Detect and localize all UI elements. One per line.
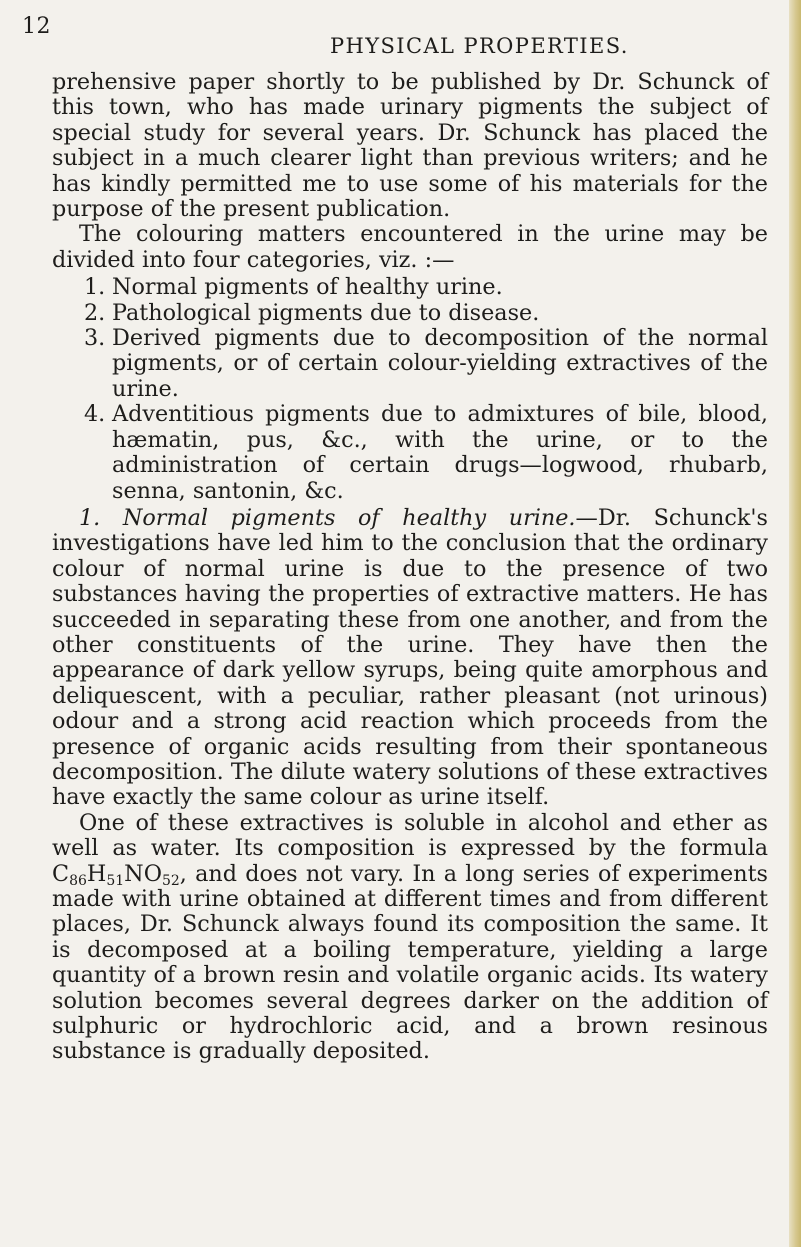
- list-item-number: 4.: [84, 401, 106, 428]
- body-text: [52, 70, 768, 1065]
- paragraph-categories-intro: The colouring matters encountered in the urine may be divided into four categories, viz. :—: [52, 221, 768, 273]
- paragraph-extractive-part1: One of these extractives is soluble in alcohol and ether as well as water. Its composition is expressed by the formula: [52, 809, 768, 862]
- list-item-text: Normal pigments of healthy urine.: [112, 274, 503, 301]
- list-item: [52, 301, 768, 326]
- running-title: PHYSICAL PROPERTIES.: [330, 34, 629, 58]
- category-list: [52, 275, 768, 504]
- list-item-number: 2.: [84, 299, 106, 326]
- paragraph-normal-pigments: [52, 506, 768, 811]
- formula-carbon: C: [52, 860, 70, 887]
- formula-oxygen: O: [143, 860, 162, 887]
- list-item: [52, 326, 768, 402]
- formula-carbon-count: 86: [69, 872, 87, 889]
- paragraph-extractive: [52, 811, 768, 1065]
- chemical-formula: [52, 861, 180, 887]
- formula-hydrogen-count: 51: [106, 872, 125, 889]
- page-number: 12: [22, 14, 51, 39]
- paragraph-normal-pigments-body: —Dr. Schunck's investigations have led him to the conclusion that the ordinary colour of normal urine is due to the presence of two substances having the properties of extractive matters. He has succeeded in separating these from one another, and from the other constituents of the urine. They have then the appearance of dark yellow syrups, being quite amorphous and deliquescent, with a peculiar, rather pleasant (not urinous) odour and a strong acid reaction which proceeds from the presence of organic acids resulting from their spontaneous decomposition. The dilute watery solutions of these extractives have exactly the same colour as urine itself.: [52, 504, 768, 811]
- list-item-text: Derived pigments due to decomposition of the normal pigments, or of certain colour-yielding extractives of the urine.: [112, 325, 768, 402]
- list-item: [52, 402, 768, 504]
- list-item-number: 1.: [84, 274, 106, 301]
- list-item-text: Adventitious pigments due to admixtures of bile, blood, hæmatin, pus, &c., with the urine, or to the administration of certain drugs—logwood, rhubarb, senna, santonin, &c.: [112, 401, 768, 504]
- paragraph-extractive-part2: , and does not vary. In a long series of experiments made with urine obtained at different times and from different places, Dr. Schunck always found its composition the same. It is decomposed at a boiling temperature, yielding a large quantity of a brown resin and volatile organic acids. Its watery solution becomes several degrees darker on the addition of sulphuric or hydrochloric acid, and a brown resinous substance is gradually deposited.: [52, 860, 768, 1065]
- list-item-number: 3.: [84, 325, 106, 352]
- paragraph-intro: prehensive paper shortly to be published by Dr. Schunck of this town, who has made urinary pigments the subject of special study for several years. Dr. Schunck has placed the subject in a much clearer light than previous writers; and he has kindly permitted me to use some of his materials for the purpose of the present publication.: [52, 69, 768, 223]
- section-heading-normal-pigments: 1. Normal pigments of healthy urine.: [79, 504, 576, 531]
- list-item-text: Pathological pigments due to disease.: [112, 299, 540, 326]
- formula-oxygen-count: 52: [161, 872, 180, 889]
- formula-nitrogen: N: [124, 860, 144, 887]
- page-edge-shadow: [789, 0, 801, 1247]
- formula-hydrogen: H: [86, 860, 107, 887]
- list-item: [52, 275, 768, 300]
